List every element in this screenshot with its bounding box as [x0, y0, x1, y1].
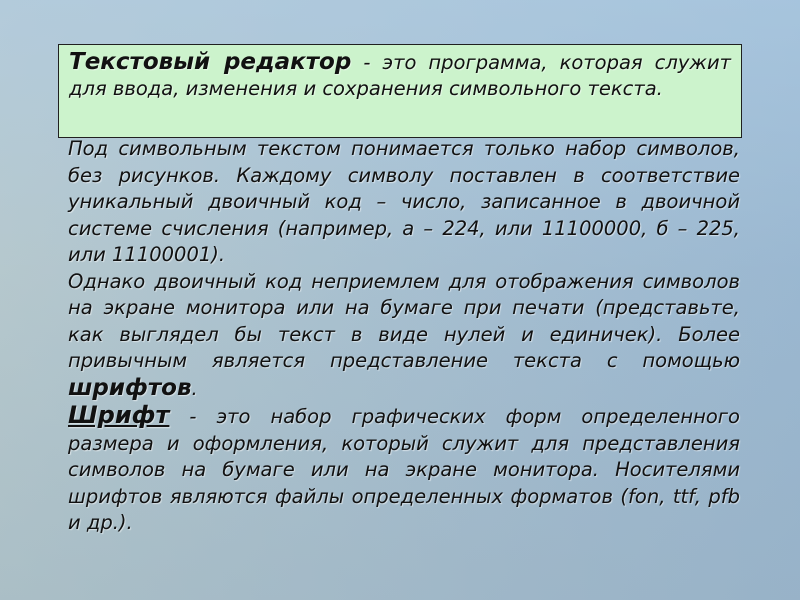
paragraph-binary-code	[68, 269, 740, 403]
fonts-term: шрифтов	[68, 374, 192, 401]
definition-box	[58, 44, 742, 138]
paragraph-binary-code-end: .	[191, 376, 198, 400]
font-term: Шрифт	[68, 401, 170, 429]
paragraph-font-definition	[68, 402, 740, 537]
main-text	[68, 136, 740, 537]
definition-text	[69, 49, 731, 102]
font-definition-text: - это набор графических форм определенного размера и оформления, который служит для представления символов на бумаге или на экране монитора. Носителями шрифтов являются файлы определенных форматов (fon, ttf, pfb и др.).	[68, 405, 740, 534]
paragraph-binary-code-text: Однако двоичный код неприемлем для отображения символов на экране монитора или на бумаге при печати (представьте, как выглядел бы текст в виде нулей и единичек). Более привычным является представление текста с помощью	[68, 269, 740, 372]
definition-body: - это программа, которая служит для ввода, изменения и сохранения символьного текста.	[69, 51, 731, 100]
definition-term: Текстовый редактор	[69, 49, 352, 75]
paragraph-symbolic-text: Под символьным текстом понимается только набор символов, без рисунков. Каждому символу поставлен в соответствие уникальный двоичный код – число, записанное в двоичной системе счисления (например, а – 224, или 11100000, б – 225, или 11100001).	[68, 137, 740, 266]
